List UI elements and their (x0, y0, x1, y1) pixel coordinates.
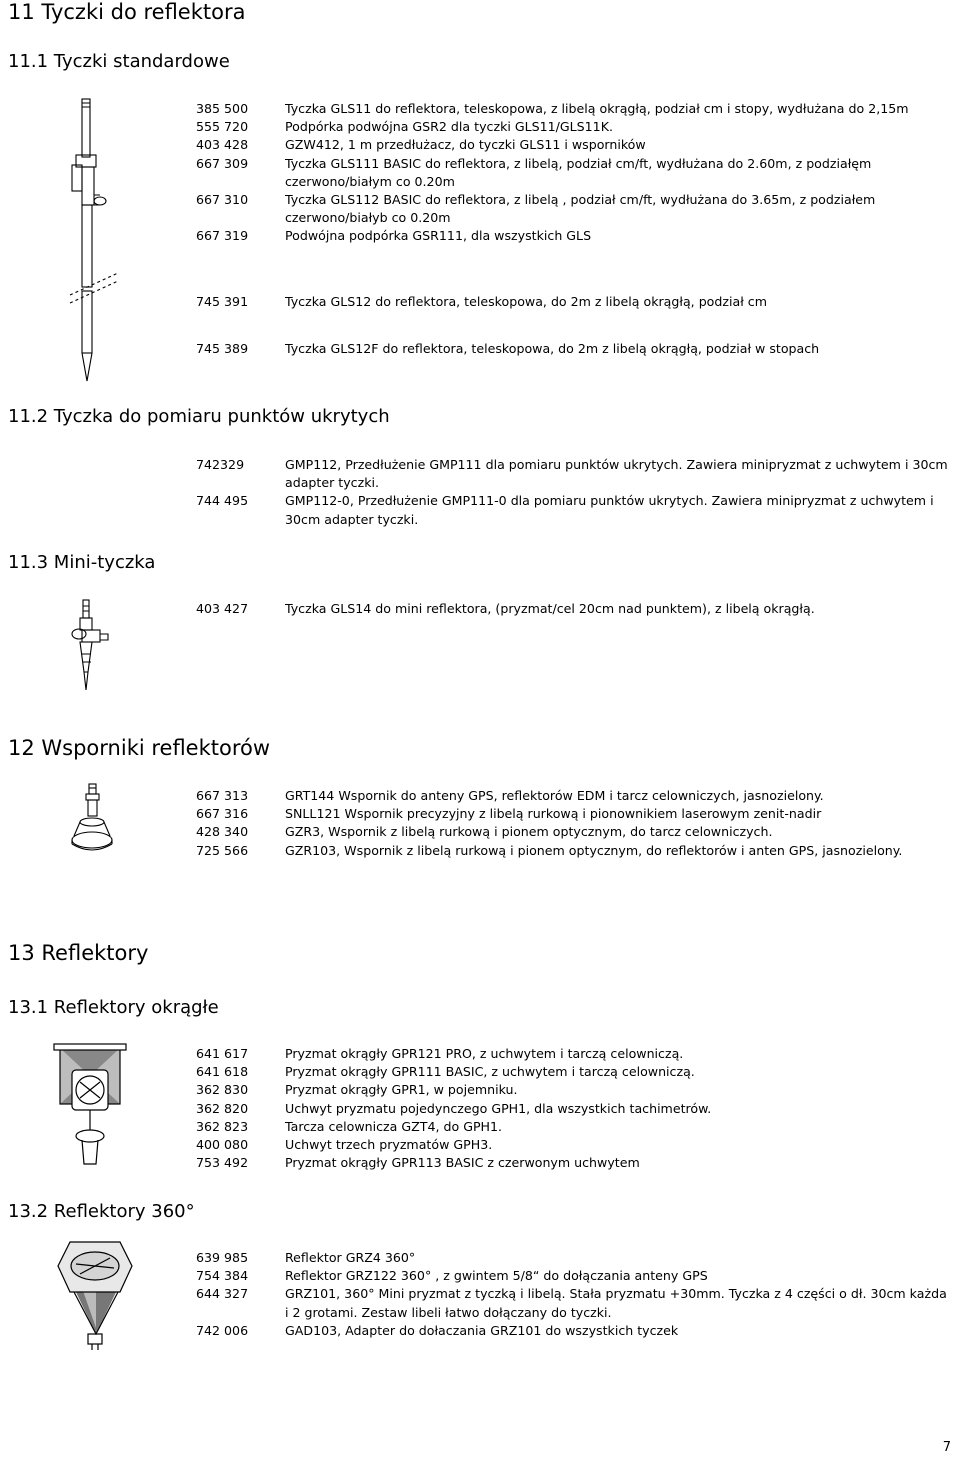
entry-description: Pryzmat okrągły GPR113 BASIC z czerwonym uchwytem (285, 1155, 640, 1171)
entries-13-1 (196, 1045, 951, 1172)
entries-11-3 (196, 600, 951, 618)
catalog-entry (196, 1081, 951, 1099)
entry-description: Tyczka GLS12 do reflektora, teleskopowa, do 2m z libelą okrągłą, podział cm (285, 294, 767, 309)
entry-description: GZR3, Wspornik z libelą rurkową i pionem optycznym, do tarcz celowniczych. (285, 824, 773, 840)
entry-description: Podwójna podpórka GSR111, dla wszystkich GLS (285, 228, 592, 244)
entry-code: 667 310 (196, 192, 249, 208)
entry-description: Podpórka podwójna GSR2 dla tyczki GLS11/GLS11K. (285, 119, 613, 135)
catalog-entry (196, 1154, 951, 1172)
catalog-entry (196, 136, 951, 154)
entry-code: 362 830 (196, 1082, 249, 1098)
catalog-entry (196, 1118, 951, 1136)
catalog-entry (196, 600, 951, 618)
entry-description: GRT144 Wspornik do anteny GPS, reflektorów EDM i tarcz celowniczych, jasnozielony. (285, 788, 824, 803)
entry-code: 362 823 (196, 1118, 249, 1134)
entries-11-2 (196, 456, 951, 529)
entry-code: 400 080 (196, 1137, 249, 1153)
entry-code: 753 492 (196, 1155, 249, 1171)
entries-11-1c (196, 340, 951, 358)
heading-13: 13 Reflektory (8, 941, 149, 965)
entry-code: 667 319 (196, 228, 249, 244)
catalog-entry (196, 340, 951, 358)
catalog-entry (196, 1136, 951, 1154)
entry-description: Tyczka GLS14 do mini reflektora, (pryzmat/cel 20cm nad punktem), z libelą okrągłą. (285, 601, 815, 616)
catalog-entry (196, 805, 951, 823)
entry-description: GRZ101, 360° Mini pryzmat z tyczką i libelą. Stała pryzmatu +30mm. Tyczka z 4 części o dł. 30cm każda i 2 grotami. Zestaw libeli łatwo dołączany do tyczki. (285, 1286, 947, 1320)
entry-code: 745 389 (196, 341, 249, 356)
heading-13-1: 13.1 Reflektory okrągłe (8, 997, 219, 1018)
catalog-entry (196, 191, 951, 227)
entry-description: Uchwyt trzech pryzmatów GPH3. (285, 1137, 493, 1153)
entry-description: Tyczka GLS112 BASIC do reflektora, z libelą , podział cm/ft, wydłużana do 3.65m, z podziałem czerwono/białyb co 0.20m (285, 192, 876, 226)
catalog-entry (196, 456, 951, 492)
entry-code: 428 340 (196, 824, 249, 840)
entry-code: 641 618 (196, 1064, 249, 1080)
heading-11: 11 Tyczki do reflektora (8, 0, 246, 24)
catalog-entry (196, 1267, 951, 1285)
catalog-entry (196, 492, 951, 528)
entries-12 (196, 787, 951, 860)
heading-11-1: 11.1 Tyczki standardowe (8, 51, 230, 72)
entry-code: 641 617 (196, 1046, 249, 1061)
catalog-entry (196, 227, 951, 245)
catalog-entry (196, 1249, 951, 1267)
entry-description: Tyczka GLS12F do reflektora, teleskopowa, do 2m z libelą okrągłą, podział w stopach (285, 341, 820, 356)
entry-description: SNLL121 Wspornik precyzyjny z libelą rurkową i pionownikiem laserowym zenit-nadir (285, 806, 822, 822)
entry-code: 754 384 (196, 1268, 249, 1284)
entry-code: 745 391 (196, 294, 249, 309)
entry-description: Pryzmat okrągły GPR111 BASIC, z uchwytem i tarczą celowniczą. (285, 1064, 695, 1080)
catalog-entry (196, 1100, 951, 1118)
entry-code: 667 313 (196, 788, 249, 803)
entry-description: Reflektor GRZ122 360° , z gwintem 5/8“ do dołączania anteny GPS (285, 1268, 708, 1284)
entry-description: Tyczka GLS11 do reflektora, teleskopowa, z libelą okrągłą, podział cm i stopy, wydłużana do 2,15m (285, 101, 909, 116)
entry-code: 744 495 (196, 493, 249, 509)
tribrach-adapter-illustration (64, 782, 120, 852)
mini-pole-illustration (70, 598, 112, 694)
entry-description: Tarcza celownicza GZT4, do GPH1. (285, 1118, 503, 1134)
catalog-entry (196, 293, 951, 311)
heading-11-3: 11.3 Mini-tyczka (8, 552, 156, 573)
catalog-entry (196, 842, 951, 860)
heading-13-2: 13.2 Reflektory 360° (8, 1201, 195, 1222)
prism-360-illustration (56, 1238, 134, 1352)
entry-description: GZW412, 1 m przedłużacz, do tyczki GLS11 i wsporników (285, 137, 646, 153)
entry-description: GAD103, Adapter do dołaczania GRZ101 do wszystkich tyczek (285, 1322, 679, 1338)
page-number: 7 (942, 1440, 951, 1455)
entry-code: 555 720 (196, 119, 249, 135)
catalog-entry (196, 1285, 951, 1321)
heading-12: 12 Wsporniki reflektorów (8, 736, 271, 760)
catalog-entry (196, 1045, 951, 1063)
entry-code: 644 327 (196, 1286, 249, 1302)
catalog-entry (196, 823, 951, 841)
catalog-entry (196, 155, 951, 191)
entry-code: 385 500 (196, 101, 249, 116)
catalog-entry (196, 118, 951, 136)
entries-11-1a (196, 100, 951, 246)
entry-code: 403 427 (196, 601, 249, 616)
entries-13-2 (196, 1249, 951, 1340)
entry-description: Pryzmat okrągły GPR121 PRO, z uchwytem i tarczą celowniczą. (285, 1046, 684, 1061)
heading-11-2: 11.2 Tyczka do pomiaru punktów ukrytych (8, 406, 390, 427)
reflector-pole-illustration (68, 97, 120, 387)
entries-11-1b (196, 293, 951, 311)
entry-description: Reflektor GRZ4 360° (285, 1250, 416, 1265)
entry-code: 362 820 (196, 1100, 249, 1116)
entry-code: 725 566 (196, 842, 249, 858)
entry-code: 403 428 (196, 137, 249, 153)
entry-description: Uchwyt pryzmatu pojedynczego GPH1, dla wszystkich tachimetrów. (285, 1100, 712, 1116)
catalog-entry (196, 1063, 951, 1081)
catalog-entry (196, 787, 951, 805)
entry-description: GMP112-0, Przedłużenie GMP111-0 dla pomiaru punktów ukrytych. Zawiera minipryzmat z uchwytem i 30cm adapter tyczki. (285, 493, 934, 527)
entry-description: Pryzmat okrągły GPR1, w pojemniku. (285, 1082, 518, 1098)
entry-description: Tyczka GLS111 BASIC do reflektora, z libelą, podział cm/ft, wydłużana do 2.60m, z podziałęm czerwono/białym co 0.20m (285, 155, 872, 189)
entry-code: 667 316 (196, 806, 249, 822)
entry-code: 742 006 (196, 1322, 249, 1338)
round-prism-illustration (50, 1040, 130, 1172)
entry-description: GMP112, Przedłużenie GMP111 dla pomiaru punktów ukrytych. Zawiera minipryzmat z uchwytem i 30cm adapter tyczki. (285, 457, 948, 491)
catalog-entry (196, 1322, 951, 1340)
catalog-entry (196, 100, 951, 118)
entry-description: GZR103, Wspornik z libelą rurkową i pionem optycznym, do reflektorów i anten GPS, jasnozielony. (285, 842, 903, 858)
entry-code: 742329 (196, 457, 245, 472)
entry-code: 639 985 (196, 1250, 249, 1265)
entry-code: 667 309 (196, 155, 249, 171)
